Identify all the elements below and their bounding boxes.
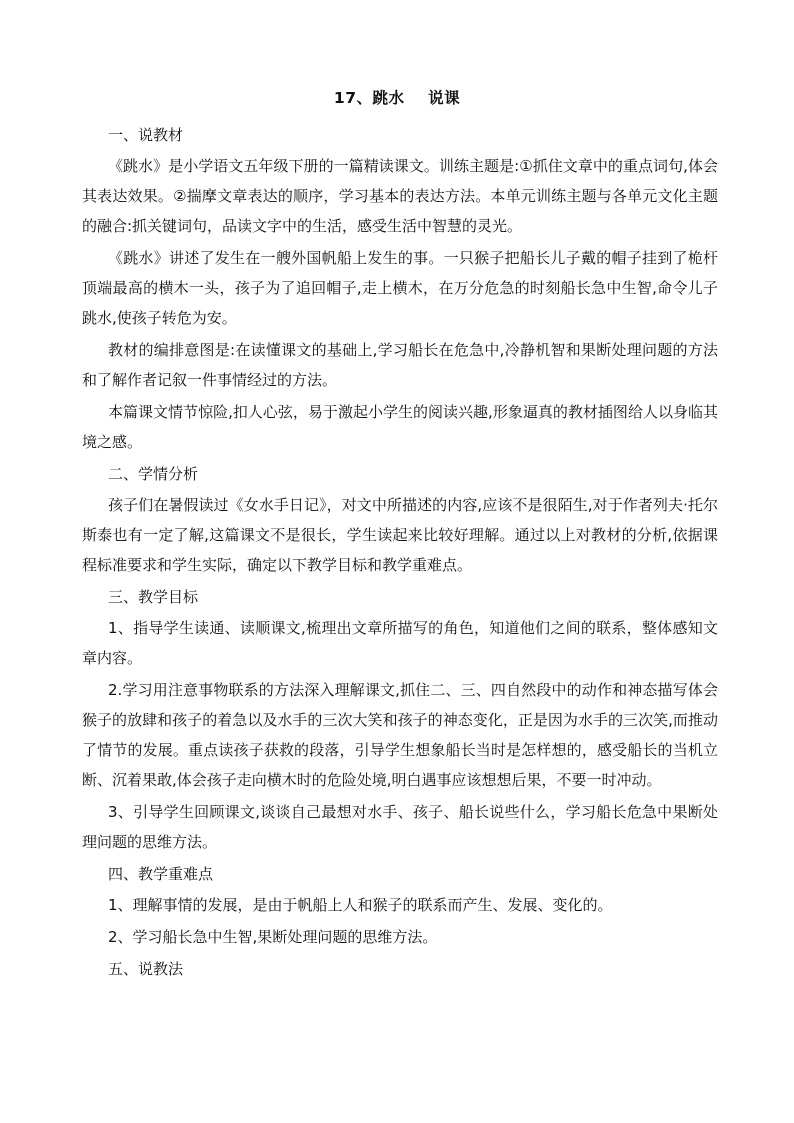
paragraph: 《跳水》是小学语文五年级下册的一篇精读课文。训练主题是:①抓住文章中的重点词句,体会其表达效果。②揣摩文章表达的顺序，学习基本的表达方法。本单元训练主题与各单元文化主题的融合:抓关键词句，品读文字中的生活，感受生活中智慧的灵光。	[82, 157, 718, 235]
document-body	[82, 120, 718, 985]
document-title: 17、跳水 说课	[333, 89, 461, 107]
paragraph: 孩子们在暑假读过《女水手日记》，对文中所描述的内容,应该不是很陌生,对于作者列夫·托尔斯泰也有一定了解,这篇课文不是很长，学生读起来比较好理解。通过以上对教材的分析,依据课程标准要求和学生实际，确定以下教学目标和教学重难点。	[82, 496, 718, 574]
section-heading: 一、说教材	[108, 126, 184, 144]
paragraph: 本篇课文情节惊险,扣人心弦，易于激起小学生的阅读兴趣,形象逼真的教材插图给人以身临其境之感。	[82, 403, 718, 451]
paragraph: 2、学习船长急中生智,果断处理问题的思维方法。	[108, 928, 438, 946]
paragraph: 2.学习用注意事物联系的方法深入理解课文,抓住二、三、四自然段中的动作和神态描写体会猴子的放肆和孩子的着急以及水手的三次大笑和孩子的神态变化，正是因为水手的三次笑,而推动了情节的发展。重点读孩子获救的段落，引导学生想象船长当时是怎样想的，感受船长的当机立断、沉着果敢,体会孩子走向横木时的危险处境,明白遇事应该想想后果，不要一时冲动。	[82, 681, 718, 789]
section-heading: 四、教学重难点	[108, 865, 214, 883]
paragraph: 1、指导学生读通、读顺课文,梳理出文章所描写的角色，知道他们之间的联系，整体感知文章内容。	[82, 619, 718, 667]
paragraph: 1、理解事情的发展，是由于帆船上人和猴子的联系而产生、发展、变化的。	[108, 896, 613, 914]
section-heading: 五、说教法	[108, 960, 184, 978]
section-heading: 三、教学目标	[108, 588, 199, 606]
paragraph: 教材的编排意图是:在读懂课文的基础上,学习船长在危急中,冷静机智和果断处理问题的方法和了解作者记叙一件事情经过的方法。	[82, 341, 718, 389]
paragraph: 3、引导学生回顾课文,谈谈自己最想对水手、孩子、船长说些什么，学习船长危急中果断处理问题的思维方法。	[82, 803, 718, 851]
section-heading: 二、学情分析	[108, 465, 199, 483]
paragraph: 《跳水》讲述了发生在一艘外国帆船上发生的事。一只猴子把船长儿子戴的帽子挂到了桅杆顶端最高的横木一头，孩子为了追回帽子,走上横木，在万分危急的时刻船长急中生智,命令儿子跳水,使孩子转危为安。	[82, 249, 718, 327]
